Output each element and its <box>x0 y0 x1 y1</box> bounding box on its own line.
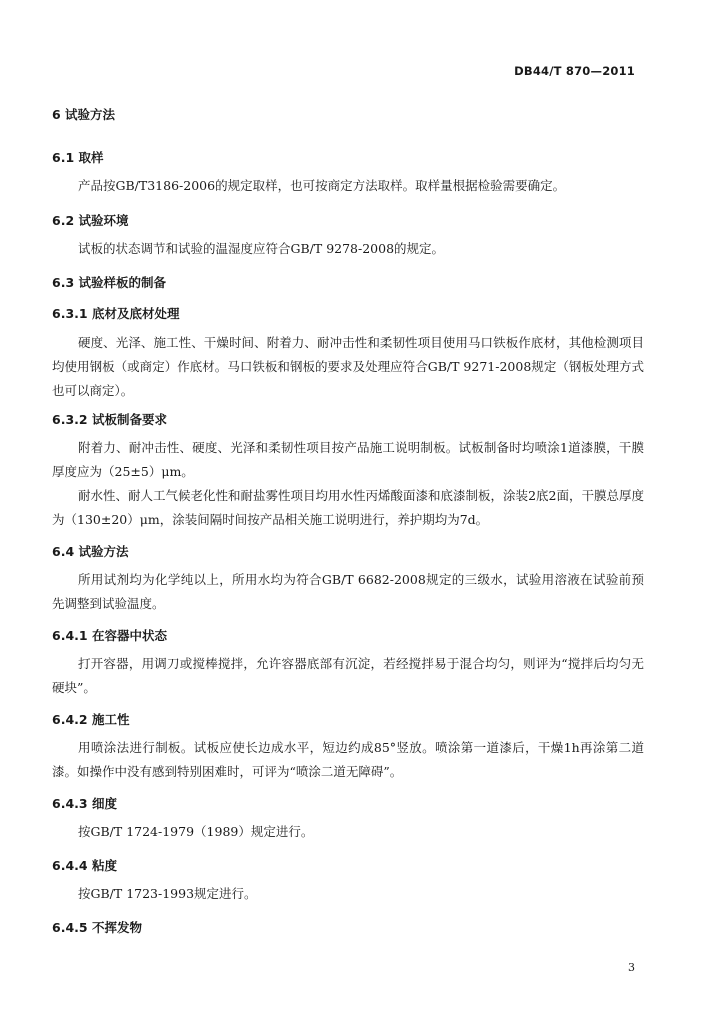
standard-code-header: DB44/T 870—2011 <box>514 64 635 78</box>
section-heading: 6.3 试验样板的制备 <box>52 275 166 290</box>
section-heading: 6.1 取样 <box>52 150 104 165</box>
page-number: 3 <box>628 961 635 974</box>
paragraph: 打开容器，用调刀或搅棒搅拌，允许容器底部有沉淀，若经搅拌易于混合均匀，则评为“搅拌后均匀无硬块”。 <box>52 656 644 695</box>
paragraph: 按GB/T 1724-1979（1989）规定进行。 <box>78 824 314 839</box>
paragraph: 耐水性、耐人工气候老化性和耐盐雾性项目均用水性丙烯酸面漆和底漆制板，涂装2底2面，干膜总厚度为（130±20）μm，涂装间隔时间按产品相关施工说明进行，养护期均为7d。 <box>52 488 644 527</box>
paragraph: 产品按GB/T3186-2006的规定取样，也可按商定方法取样。取样量根据检验需要确定。 <box>78 178 566 193</box>
section-heading: 6.4.4 粘度 <box>52 858 117 873</box>
paragraph: 试板的状态调节和试验的温湿度应符合GB/T 9278-2008的规定。 <box>78 241 445 256</box>
paragraph: 硬度、光泽、施工性、干燥时间、附着力、耐冲击性和柔韧性项目使用马口铁板作底材，其他检测项目均使用钢板（或商定）作底材。马口铁板和钢板的要求及处理应符合GB/T 9271-2008规定（钢板处理方式也可以商定）。 <box>52 335 644 398</box>
paragraph: 附着力、耐冲击性、硬度、光泽和柔韧性项目按产品施工说明制板。试板制备时均喷涂1道漆膜，干膜厚度应为（25±5）μm。 <box>52 440 644 479</box>
section-heading: 6.4 试验方法 <box>52 544 129 559</box>
section-heading: 6 试验方法 <box>52 107 116 122</box>
section-heading: 6.4.1 在容器中状态 <box>52 628 167 643</box>
section-heading: 6.4.2 施工性 <box>52 712 130 727</box>
paragraph: 用喷涂法进行制板。试板应使长边成水平，短边约成85°竖放。喷涂第一道漆后，干燥1h再涂第二道漆。如操作中没有感到特别困难时，可评为“喷涂二道无障碍”。 <box>52 740 644 779</box>
section-heading: 6.3.2 试板制备要求 <box>52 412 167 427</box>
paragraph: 所用试剂均为化学纯以上，所用水均为符合GB/T 6682-2008规定的三级水，试验用溶液在试验前预先调整到试验温度。 <box>52 572 644 611</box>
section-heading: 6.3.1 底材及底材处理 <box>52 306 180 321</box>
section-heading: 6.2 试验环境 <box>52 213 129 228</box>
paragraph: 按GB/T 1723-1993规定进行。 <box>78 886 257 901</box>
section-heading: 6.4.3 细度 <box>52 796 117 811</box>
section-heading: 6.4.5 不挥发物 <box>52 920 142 935</box>
